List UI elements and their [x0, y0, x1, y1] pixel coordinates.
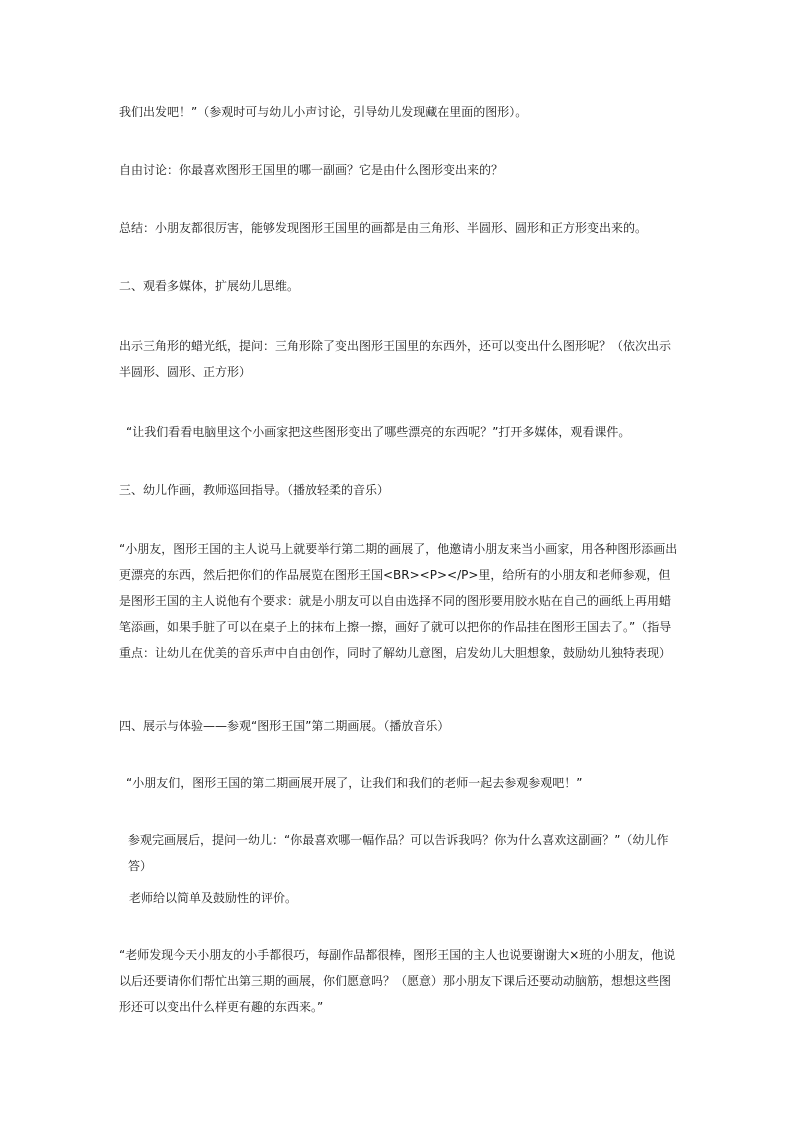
- section-heading-3: 三、幼儿作画，教师巡回指导。（播放轻柔的音乐）: [119, 483, 390, 497]
- paragraph-3: 总结：小朋友都很厉害，能够发现图形王国里的画都是由三角形、半圆形、圆形和正方形变出来的。: [119, 221, 648, 235]
- paragraph-11: 参观完画展后，提问一幼儿：“你最喜欢哪一幅作品？可以告诉我吗？你为什么喜欢这副画？”（幼儿作答）: [128, 833, 669, 873]
- paragraph-2: 自由讨论：你最喜欢图形王国里的哪一副画？它是由什么图形变出来的？: [119, 163, 504, 177]
- paragraph-10: “小朋友们，图形王国的第二期画展开展了，让我们和我们的老师一起去参观参观吧！”: [126, 776, 583, 790]
- paragraph-13: “老师发现今天小朋友的小手都很巧，每副作品都很棒，图形王国的主人也说要谢谢大×班的小朋友，他说以后还要请你们帮忙出第三期的画展，你们愿意吗？（愿意）那小朋友下课后还要动动脑筋，想想这些图形还可以变出什么样更有趣的东西来。”: [119, 948, 676, 1014]
- paragraph-8: “小朋友，图形王国的主人说马上就要举行第二期的画展了，他邀请小朋友来当小画家，用各种图形添画出更漂亮的东西，然后把你们的作品展览在图形王国<BR><P></P>里，给所有的小朋友和老师参观，但是图形王国的主人说他有个要求：就是小朋友可以自由选择不同的图形要用胶水贴在自己的画纸上再用蜡笔添画，如果手脏了可以在桌子上的抹布上擦一擦，画好了就可以把你的作品挂在图形王国去了。”（指导重点：让幼儿在优美的音乐声中自由创作，同时了解幼儿意图，启发幼儿大胆想象，鼓励幼儿独特表现）: [119, 542, 678, 660]
- paragraph-12: 老师给以简单及鼓励性的评价。: [129, 891, 298, 905]
- section-heading-4: 四、展示与体验——参观“图形王国”第二期画展。（播放音乐）: [119, 719, 450, 733]
- paragraph-5: 出示三角形的蜡光纸，提问：三角形除了变出图形王国里的东西外，还可以变出什么图形呢？（依次出示半圆形、圆形、正方形）: [119, 339, 672, 379]
- paragraph-1: 我们出发吧！”（参观时可与幼儿小声讨论，引导幼儿发现藏在里面的图形）。: [119, 105, 528, 119]
- section-heading-2: 二、观看多媒体，扩展幼儿思维。: [119, 279, 300, 293]
- paragraph-6: “让我们看看电脑里这个小画家把这些图形变出了哪些漂亮的东西呢？”打开多媒体，观看课件。: [126, 425, 631, 439]
